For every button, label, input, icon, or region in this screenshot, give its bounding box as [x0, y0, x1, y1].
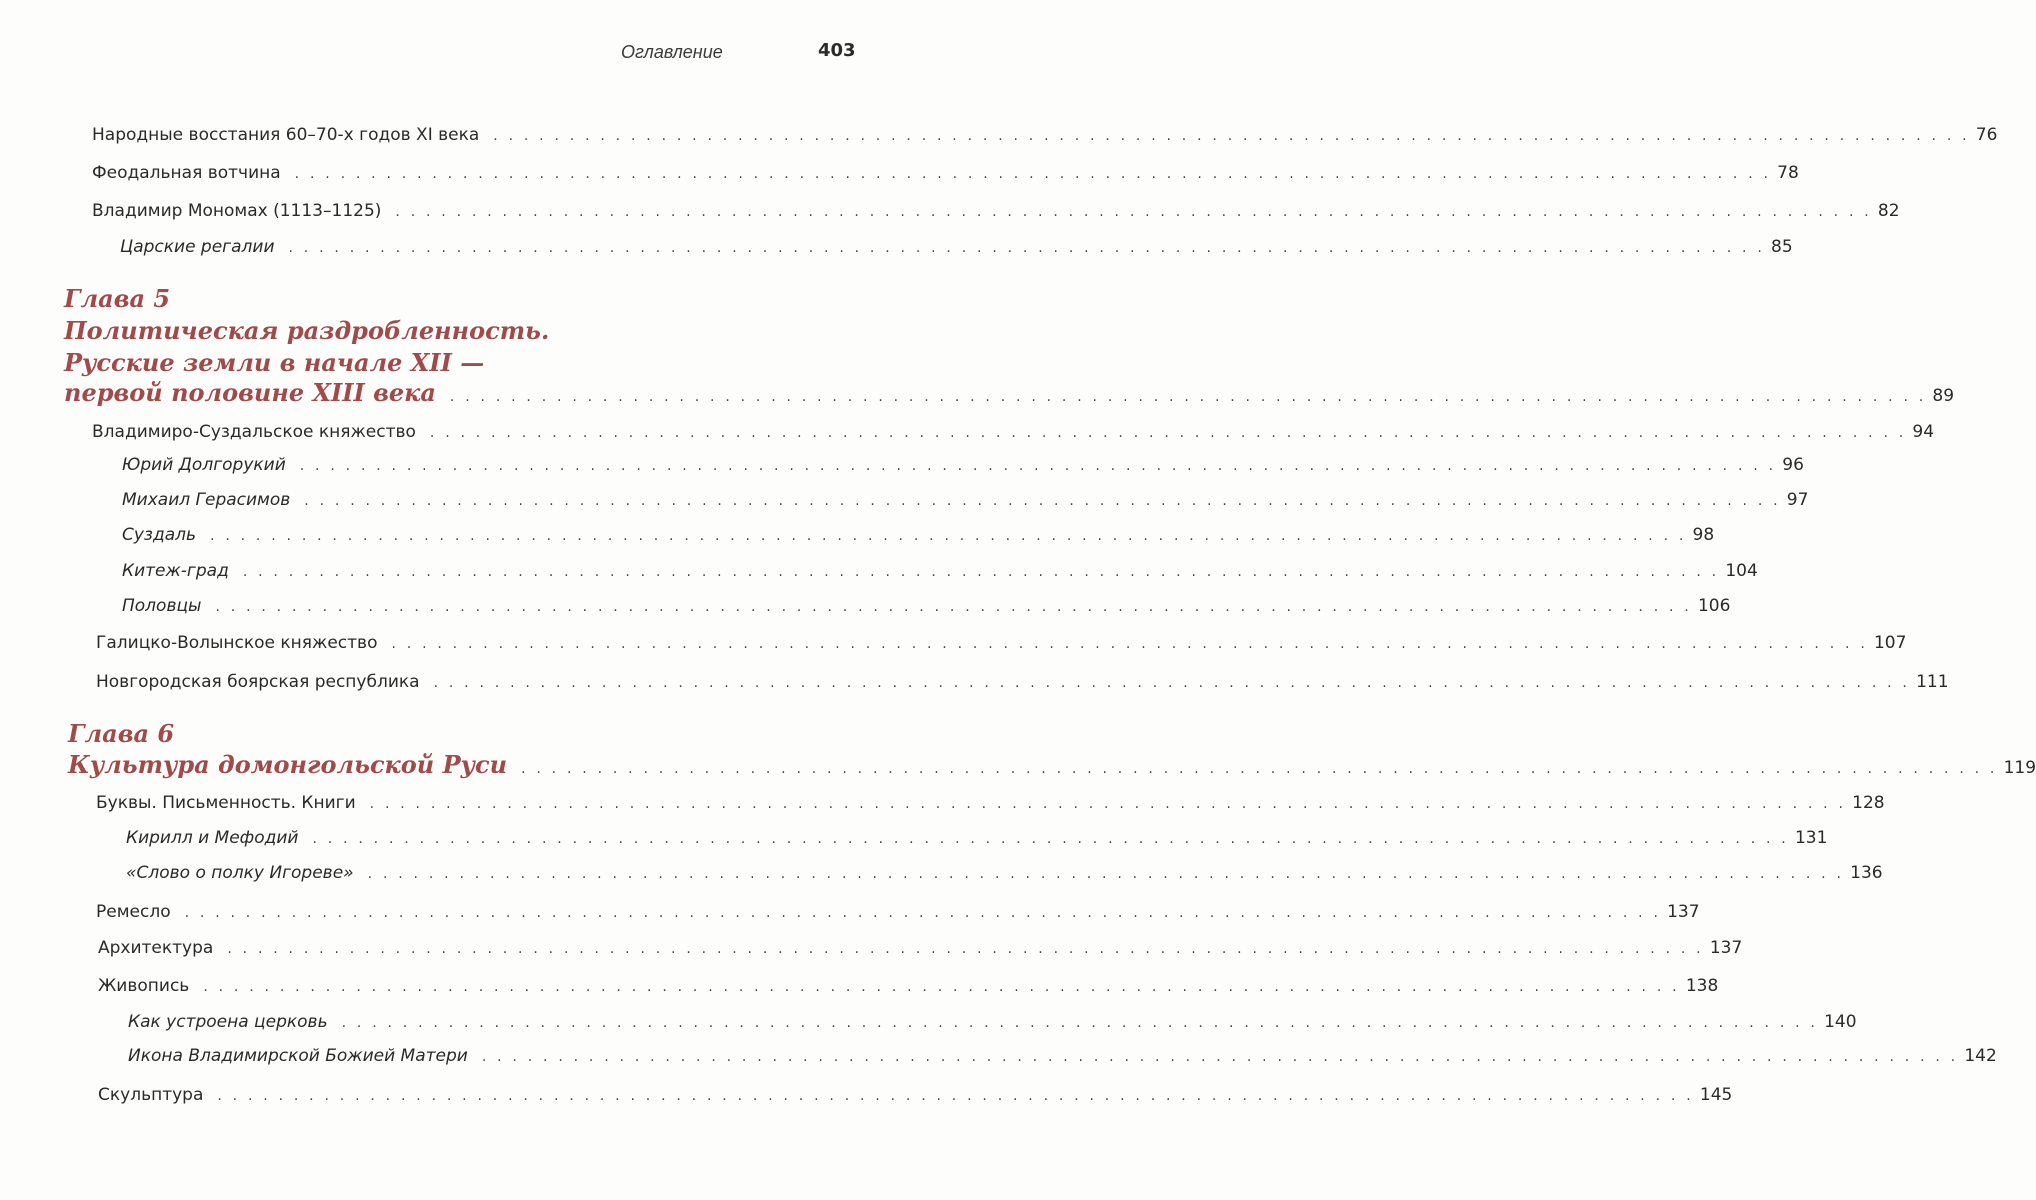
toc-entry[interactable] — [98, 1084, 1733, 1107]
toc-entry-page: 98 — [1692, 525, 1715, 545]
dot-leader: . . . . . . . . . . . . . . . . . . . . . . . . . . . . . . . . . . . . . . . . . . . . . . . . . . . . . . . . . . . . . . . . . . . . . . . . . . . . . . . . . . . . . . . . . . . . . . . . . — [288, 240, 1765, 256]
toc-entry-label: Скульптура — [98, 1085, 204, 1105]
toc-entry-page: 111 — [1916, 672, 1949, 692]
toc-entry-label: Владимиро-Суздальское княжество — [92, 422, 416, 442]
toc-subentry[interactable] — [122, 524, 1715, 547]
toc-entry[interactable] — [96, 632, 1907, 655]
chapter-6-title: Культура домонгольской Руси — [68, 750, 508, 779]
dot-leader: . . . . . . . . . . . . . . . . . . . . . . . . . . . . . . . . . . . . . . . . . . . . . . . . . . . . . . . . . . . . . . . . . . . . . . . . . . . . . . . . . . . . . . . . . . . . . . . . . — [493, 128, 1970, 144]
toc-entry-page: 96 — [1782, 455, 1804, 475]
dot-leader: . . . . . . . . . . . . . . . . . . . . . . . . . . . . . . . . . . . . . . . . . . . . . . . . . . . . . . . . . . . . . . . . . . . . . . . . . . . . . . . . . . . . . . . . . . . . . . . . . — [481, 1049, 1959, 1065]
toc-entry-label: Половцы — [122, 596, 202, 616]
dot-leader: . . . . . . . . . . . . . . . . . . . . . . . . . . . . . . . . . . . . . . . . . . . . . . . . . . . . . . . . . . . . . . . . . . . . . . . . . . . . . . . . . . . . . . . . . . . . . . . . . — [391, 636, 1868, 652]
toc-entry-page: 107 — [1873, 633, 1907, 653]
toc-entry-page: 138 — [1685, 976, 1719, 996]
toc-subentry[interactable] — [122, 595, 1731, 618]
toc-subentry[interactable] — [120, 236, 1793, 259]
toc-entry-page: 137 — [1667, 902, 1700, 922]
toc-entry-label: Живопись — [98, 976, 190, 996]
toc-entry-label: Кирилл и Мефодий — [126, 828, 299, 848]
toc-entry-page: 128 — [1852, 793, 1885, 813]
toc-entry-label: Архитектура — [98, 938, 214, 958]
toc-entry-page: 136 — [1850, 863, 1883, 883]
dot-leader: . . . . . . . . . . . . . . . . . . . . . . . . . . . . . . . . . . . . . . . . . . . . . . . . . . . . . . . . . . . . . . . . . . . . . . . . . . . . . . . . . . . . . . . . . . . . . . . . . — [367, 866, 1845, 882]
toc-entry-label: Владимир Мономах (1113–1125) — [92, 201, 382, 221]
toc-entry-label: Народные восстания 60–70-х годов XI века — [92, 125, 480, 145]
chapter-5-title-line: Политическая раздробленность. — [64, 316, 550, 345]
toc-subentry[interactable] — [122, 489, 1809, 512]
chapter-6-page: 119 — [2003, 758, 2036, 778]
toc-subentry[interactable] — [122, 454, 1804, 477]
dot-leader: . . . . . . . . . . . . . . . . . . . . . . . . . . . . . . . . . . . . . . . . . . . . . . . . . . . . . . . . . . . . . . . . . . . . . . . . . . . . . . . . . . . . . . . . . . . . . . . . . — [299, 458, 1777, 474]
dot-leader: . . . . . . . . . . . . . . . . . . . . . . . . . . . . . . . . . . . . . . . . . . . . . . . . . . . . . . . . . . . . . . . . . . . . . . . . . . . . . . . . . . . . . . . . . . . . . . . . . — [210, 528, 1687, 544]
dot-leader: . . . . . . . . . . . . . . . . . . . . . . . . . . . . . . . . . . . . . . . . . . . . . . . . . . . . . . . . . . . . . . . . . . . . . . . . . . . . . . . . . . . . . . . . . . . . . . . . . — [341, 1015, 1819, 1031]
toc-entry-label: Царские регалии — [120, 237, 275, 257]
dot-leader: . . . . . . . . . . . . . . . . . . . . . . . . . . . . . . . . . . . . . . . . . . . . . . . . . . . . . . . . . . . . . . . . . . . . . . . . . . . . . . . . . . . . . . . . . . . . . . . . . — [242, 564, 1720, 580]
toc-subentry[interactable] — [128, 1011, 1857, 1034]
toc-entry-label: Китеж-град — [122, 561, 229, 581]
dot-leader: . . . . . . . . . . . . . . . . . . . . . . . . . . . . . . . . . . . . . . . . . . . . . . . . . . . . . . . . . . . . . . . . . . . . . . . . . . . . . . . . . . . . . . . . . . . . . . . . . — [429, 425, 1907, 441]
toc-entry-label: Ремесло — [96, 902, 171, 922]
toc-entry-page: 104 — [1725, 561, 1758, 581]
running-title: Оглавление — [621, 42, 723, 62]
toc-entry-label: Икона Владимирской Божией Матери — [128, 1046, 468, 1066]
dot-leader: . . . . . . . . . . . . . . . . . . . . . . . . . . . . . . . . . . . . . . . . . . . . . . . . . . . . . . . . . . . . . . . . . . . . . . . . . . . . . . . . . . . . . . . . . . . . . . . . . — [433, 675, 1911, 691]
toc-entry-page: 137 — [1709, 938, 1743, 958]
toc-entry[interactable] — [96, 901, 1700, 924]
toc-entry-page: 78 — [1777, 163, 1799, 183]
toc-entry[interactable] — [96, 792, 1885, 815]
chapter-5-heading: Глава 5 — [64, 284, 171, 313]
chapter-5-title-line: первой половине XIII века — [64, 378, 436, 407]
dot-leader: . . . . . . . . . . . . . . . . . . . . . . . . . . . . . . . . . . . . . . . . . . . . . . . . . . . . . . . . . . . . . . . . . . . . . . . . . . . . . . . . . . . . . . . . . . . . . . . . . — [395, 204, 1872, 220]
dot-leader: . . . . . . . . . . . . . . . . . . . . . . . . . . . . . . . . . . . . . . . . . . . . . . . . . . . . . . . . . . . . . . . . . . . . . . . . . . . . . . . . . . . . . . . . . . . . . . . . . — [217, 1088, 1694, 1104]
chapter-6-heading: Глава 6 — [68, 719, 175, 748]
toc-entry[interactable] — [98, 975, 1719, 998]
toc-entry-label: Юрий Долгорукий — [122, 455, 286, 475]
toc-entry[interactable] — [98, 937, 1743, 960]
dot-leader: . . . . . . . . . . . . . . . . . . . . . . . . . . . . . . . . . . . . . . . . . . . . . . . . . . . . . . . . . . . . . . . . . . . . . . . . . . . . . . . . . . . . . . . . . . . . . . . . . — [521, 761, 1998, 777]
toc-entry-label: Новгородская боярская республика — [96, 672, 420, 692]
dot-leader: . . . . . . . . . . . . . . . . . . . . . . . . . . . . . . . . . . . . . . . . . . . . . . . . . . . . . . . . . . . . . . . . . . . . . . . . . . . . . . . . . . . . . . . . . . . . . . . . . — [304, 493, 1781, 509]
toc-entry-page: 106 — [1697, 596, 1731, 616]
toc-entry-label: Суздаль — [122, 525, 197, 545]
dot-leader: . . . . . . . . . . . . . . . . . . . . . . . . . . . . . . . . . . . . . . . . . . . . . . . . . . . . . . . . . . . . . . . . . . . . . . . . . . . . . . . . . . . . . . . . . . . . . . . . . — [227, 941, 1704, 957]
toc-entry[interactable] — [96, 671, 1949, 694]
dot-leader: . . . . . . . . . . . . . . . . . . . . . . . . . . . . . . . . . . . . . . . . . . . . . . . . . . . . . . . . . . . . . . . . . . . . . . . . . . . . . . . . . . . . . . . . . . . . . . . . . — [294, 166, 1772, 182]
toc-entry-page: 140 — [1824, 1012, 1857, 1032]
toc-entry-page: 82 — [1877, 201, 1900, 221]
toc-subentry[interactable] — [126, 827, 1828, 850]
chapter-5-entry[interactable] — [64, 378, 1955, 408]
toc-entry-label: Михаил Герасимов — [122, 490, 291, 510]
toc-entry-label: Галицко-Волынское княжество — [96, 633, 378, 653]
toc-subentry[interactable] — [122, 560, 1758, 583]
page-header — [0, 38, 900, 68]
toc-subentry[interactable] — [128, 1045, 1997, 1068]
toc-entry-label: Феодальная вотчина — [92, 163, 281, 183]
toc-entry[interactable] — [92, 124, 1998, 147]
toc-entry-label: Как устроена церковь — [128, 1012, 328, 1032]
toc-entry-page: 145 — [1699, 1085, 1733, 1105]
dot-leader: . . . . . . . . . . . . . . . . . . . . . . . . . . . . . . . . . . . . . . . . . . . . . . . . . . . . . . . . . . . . . . . . . . . . . . . . . . . . . . . . . . . . . . . . . . . . . . . . . — [215, 599, 1692, 615]
toc-entry-page: 76 — [1975, 125, 1998, 145]
toc-entry[interactable] — [92, 421, 1935, 444]
dot-leader: . . . . . . . . . . . . . . . . . . . . . . . . . . . . . . . . . . . . . . . . . . . . . . . . . . . . . . . . . . . . . . . . . . . . . . . . . . . . . . . . . . . . . . . . . . . . . . . . . — [312, 831, 1789, 847]
chapter-6-entry[interactable] — [68, 750, 2036, 780]
chapter-5-page: 89 — [1932, 386, 1955, 406]
dot-leader: . . . . . . . . . . . . . . . . . . . . . . . . . . . . . . . . . . . . . . . . . . . . . . . . . . . . . . . . . . . . . . . . . . . . . . . . . . . . . . . . . . . . . . . . . . . . . . . . . — [184, 905, 1662, 921]
dot-leader: . . . . . . . . . . . . . . . . . . . . . . . . . . . . . . . . . . . . . . . . . . . . . . . . . . . . . . . . . . . . . . . . . . . . . . . . . . . . . . . . . . . . . . . . . . . . . . . . . — [203, 979, 1680, 995]
toc-entry-page: 97 — [1786, 490, 1809, 510]
toc-subentry[interactable] — [126, 862, 1883, 885]
toc-entry[interactable] — [92, 162, 1799, 185]
toc-entry-page: 85 — [1771, 237, 1793, 257]
toc-entry-label: Буквы. Письменность. Книги — [96, 793, 356, 813]
chapter-5-title-line: Русские земли в начале XII — — [64, 348, 485, 377]
toc-entry-page: 131 — [1794, 828, 1828, 848]
dot-leader: . . . . . . . . . . . . . . . . . . . . . . . . . . . . . . . . . . . . . . . . . . . . . . . . . . . . . . . . . . . . . . . . . . . . . . . . . . . . . . . . . . . . . . . . . . . . . . . . . — [369, 796, 1847, 812]
toc-entry-page: 142 — [1964, 1046, 1997, 1066]
dot-leader: . . . . . . . . . . . . . . . . . . . . . . . . . . . . . . . . . . . . . . . . . . . . . . . . . . . . . . . . . . . . . . . . . . . . . . . . . . . . . . . . . . . . . . . . . . . . . . . . . — [449, 389, 1927, 405]
page-number: 403 — [818, 40, 856, 61]
toc-entry-label: «Слово о полку Игореве» — [126, 863, 354, 883]
toc-entry[interactable] — [92, 200, 1900, 223]
toc-entry-page: 94 — [1912, 422, 1935, 442]
